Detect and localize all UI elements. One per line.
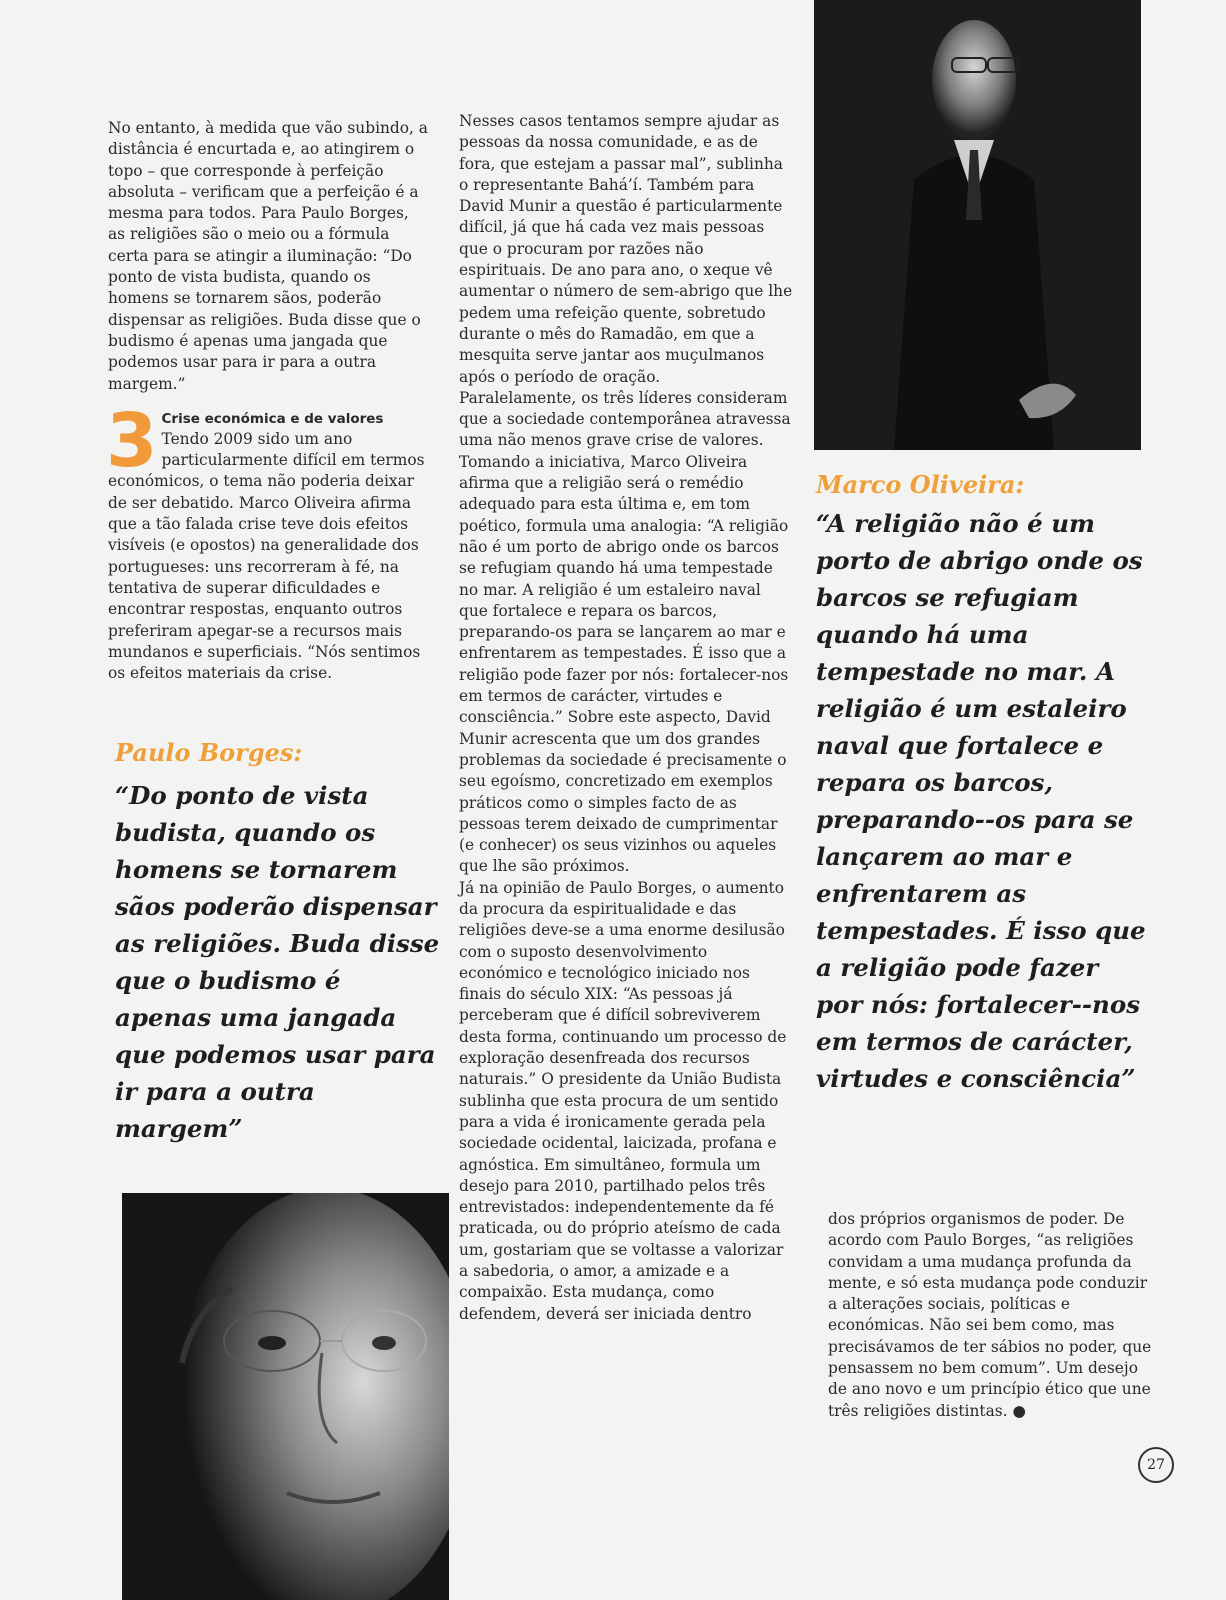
portrait-photo-marco-oliveira (814, 0, 1141, 450)
paragraph: Já na opinião de Paulo Borges, o aumento da procura da espiritualidade e das religiões deve-se a uma enorme desilusão com o suposto desenvolvimento económico e tecnológico iniciado nos finais do século XIX: “As pessoas já perceberam que é difícil sobreviverem desta forma, continuando um processo de exploração desenfreada dos recursos naturais.” O presidente da União Budista sublinha que esta procura de um sentido para a vida é ironicamente gerada pela sociedade ocidental, laicizada, profana e agnóstica. Em simultâneo, formula um desejo para 2010, partilhado pelos três entrevistados: independentemente da fé praticada, ou do próprio ateísmo de cada um, gostariam que se voltasse a valorizar a sabedoria, o amor, a amizade e a compaixão. Esta mudança, como defendem, deverá ser iniciada dentro (459, 878, 787, 1323)
paragraph (828, 1209, 1153, 1422)
portrait-illustration (122, 1193, 449, 1600)
article-column-2 (459, 111, 794, 1325)
paragraph: No entanto, à medida que vão subindo, a distância é encurtada e, ao atingirem o topo – que corresponde à perfeição absoluta – verificam que a perfeição é a mesma para todos. Para Paulo Borges, as religiões são o meio ou a fórmula certa para se atingir a iluminação: “Do ponto de vista budista, quando os homens se tornarem sãos, poderão dispensar as religiões. Buda disse que o budismo é apenas uma jangada que podemos usar para ir para a outra margem.” (108, 119, 428, 393)
page-number: 27 (1138, 1447, 1174, 1483)
end-mark-icon: ● (1012, 1401, 1026, 1420)
quote-author-paulo-borges: Paulo Borges: (115, 738, 303, 767)
paragraph: Paralelamente, os três líderes consideram que a sociedade contemporânea atravessa uma não menos grave crise de valores. Tomando a iniciativa, Marco Oliveira afirma que a religião será o remédio adequado para esta última e, em tom poético, formula uma analogia: “A religião não é um porto de abrigo onde os barcos se refugiam quando há uma tempestade no mar. A religião é um estaleiro naval que fortalece e repara os barcos, preparando-os para se lançarem ao mar e enfrentarem as tempestades. É isso que a religião pode fazer por nós: fortalecer-nos em termos de carácter, virtudes e consciência.” Sobre este aspecto, David Munir acrescenta que um dos grandes problemas da sociedade é precisamente o seu egoísmo, concretizado em exemplos práticos como o simples facto de as pessoas terem deixado de cumprimentar (e conhecer) os seus vizinhos ou aqueles que lhe são próximos. (459, 388, 791, 876)
portrait-illustration (814, 0, 1141, 450)
paragraph-text: dos próprios organismos de poder. De acordo com Paulo Borges, “as religiões convidam a uma mudança profunda da mente, e só esta mudança pode conduzir a alterações sociais, políticas e económicas. Não sei bem como, mas precisávamos de ter sábios no poder, que pensassem no bem comum”. Um desejo de ano novo e um princípio ético que une três religiões distintas. (828, 1210, 1152, 1420)
article-column-1 (108, 118, 430, 684)
article-column-3 (828, 1209, 1153, 1422)
section-3 (106, 397, 430, 685)
pull-quote-marco-oliveira: “A religião não é um porto de abrigo onde os barcos se refugiam quando há uma tempestade no mar. A religião é um estaleiro naval que fortalece e repara os barcos, preparando--os para se lançarem ao mar e enfrentarem as tempestades. É isso que a religião pode fazer por nós: fortalecer--nos em termos de carácter, virtudes e consciência” (816, 509, 1146, 1093)
quote-author-marco-oliveira: Marco Oliveira: (816, 470, 1025, 499)
section-title: Crise económica e de valores (161, 410, 384, 427)
pull-quote-paulo-borges: “Do ponto de vista budista, quando os homens se tornarem sãos poderão dispensar as religiões. Buda disse que o budismo é apenas uma jangada que podemos usar para ir para a outra margem” (115, 781, 440, 1143)
paragraph: Nesses casos tentamos sempre ajudar as pessoas da nossa comunidade, e as de fora, que estejam a passar mal”, sublinha o representante Bahá’í. Também para David Munir a questão é particularmente difícil, já que há cada vez mais pessoas que o procuram por razões não espirituais. De ano para ano, o xeque vê aumentar o número de sem-abrigo que lhe pedem uma refeição quente, sobretudo durante o mês do Ramadão, em que a mesquita serve jantar aos muçulmanos após o período de oração. (459, 112, 793, 386)
portrait-photo-paulo-borges (122, 1193, 449, 1600)
paragraph: Tendo 2009 sido um ano particularmente difícil em termos económicos, o tema não poderia deixar de ser debatido. Marco Oliveira afirma que a tão falada crise teve dois efeitos visíveis (e opostos) na generalidade dos portugueses: uns recorreram à fé, na tentativa de superar dificuldades e encontrar respostas, enquanto outros preferiram apegar-se a recursos mais mundanos e superficiais. “Nós sentimos os efeitos materiais da crise. (108, 429, 425, 683)
section-number: 3 (106, 397, 158, 484)
